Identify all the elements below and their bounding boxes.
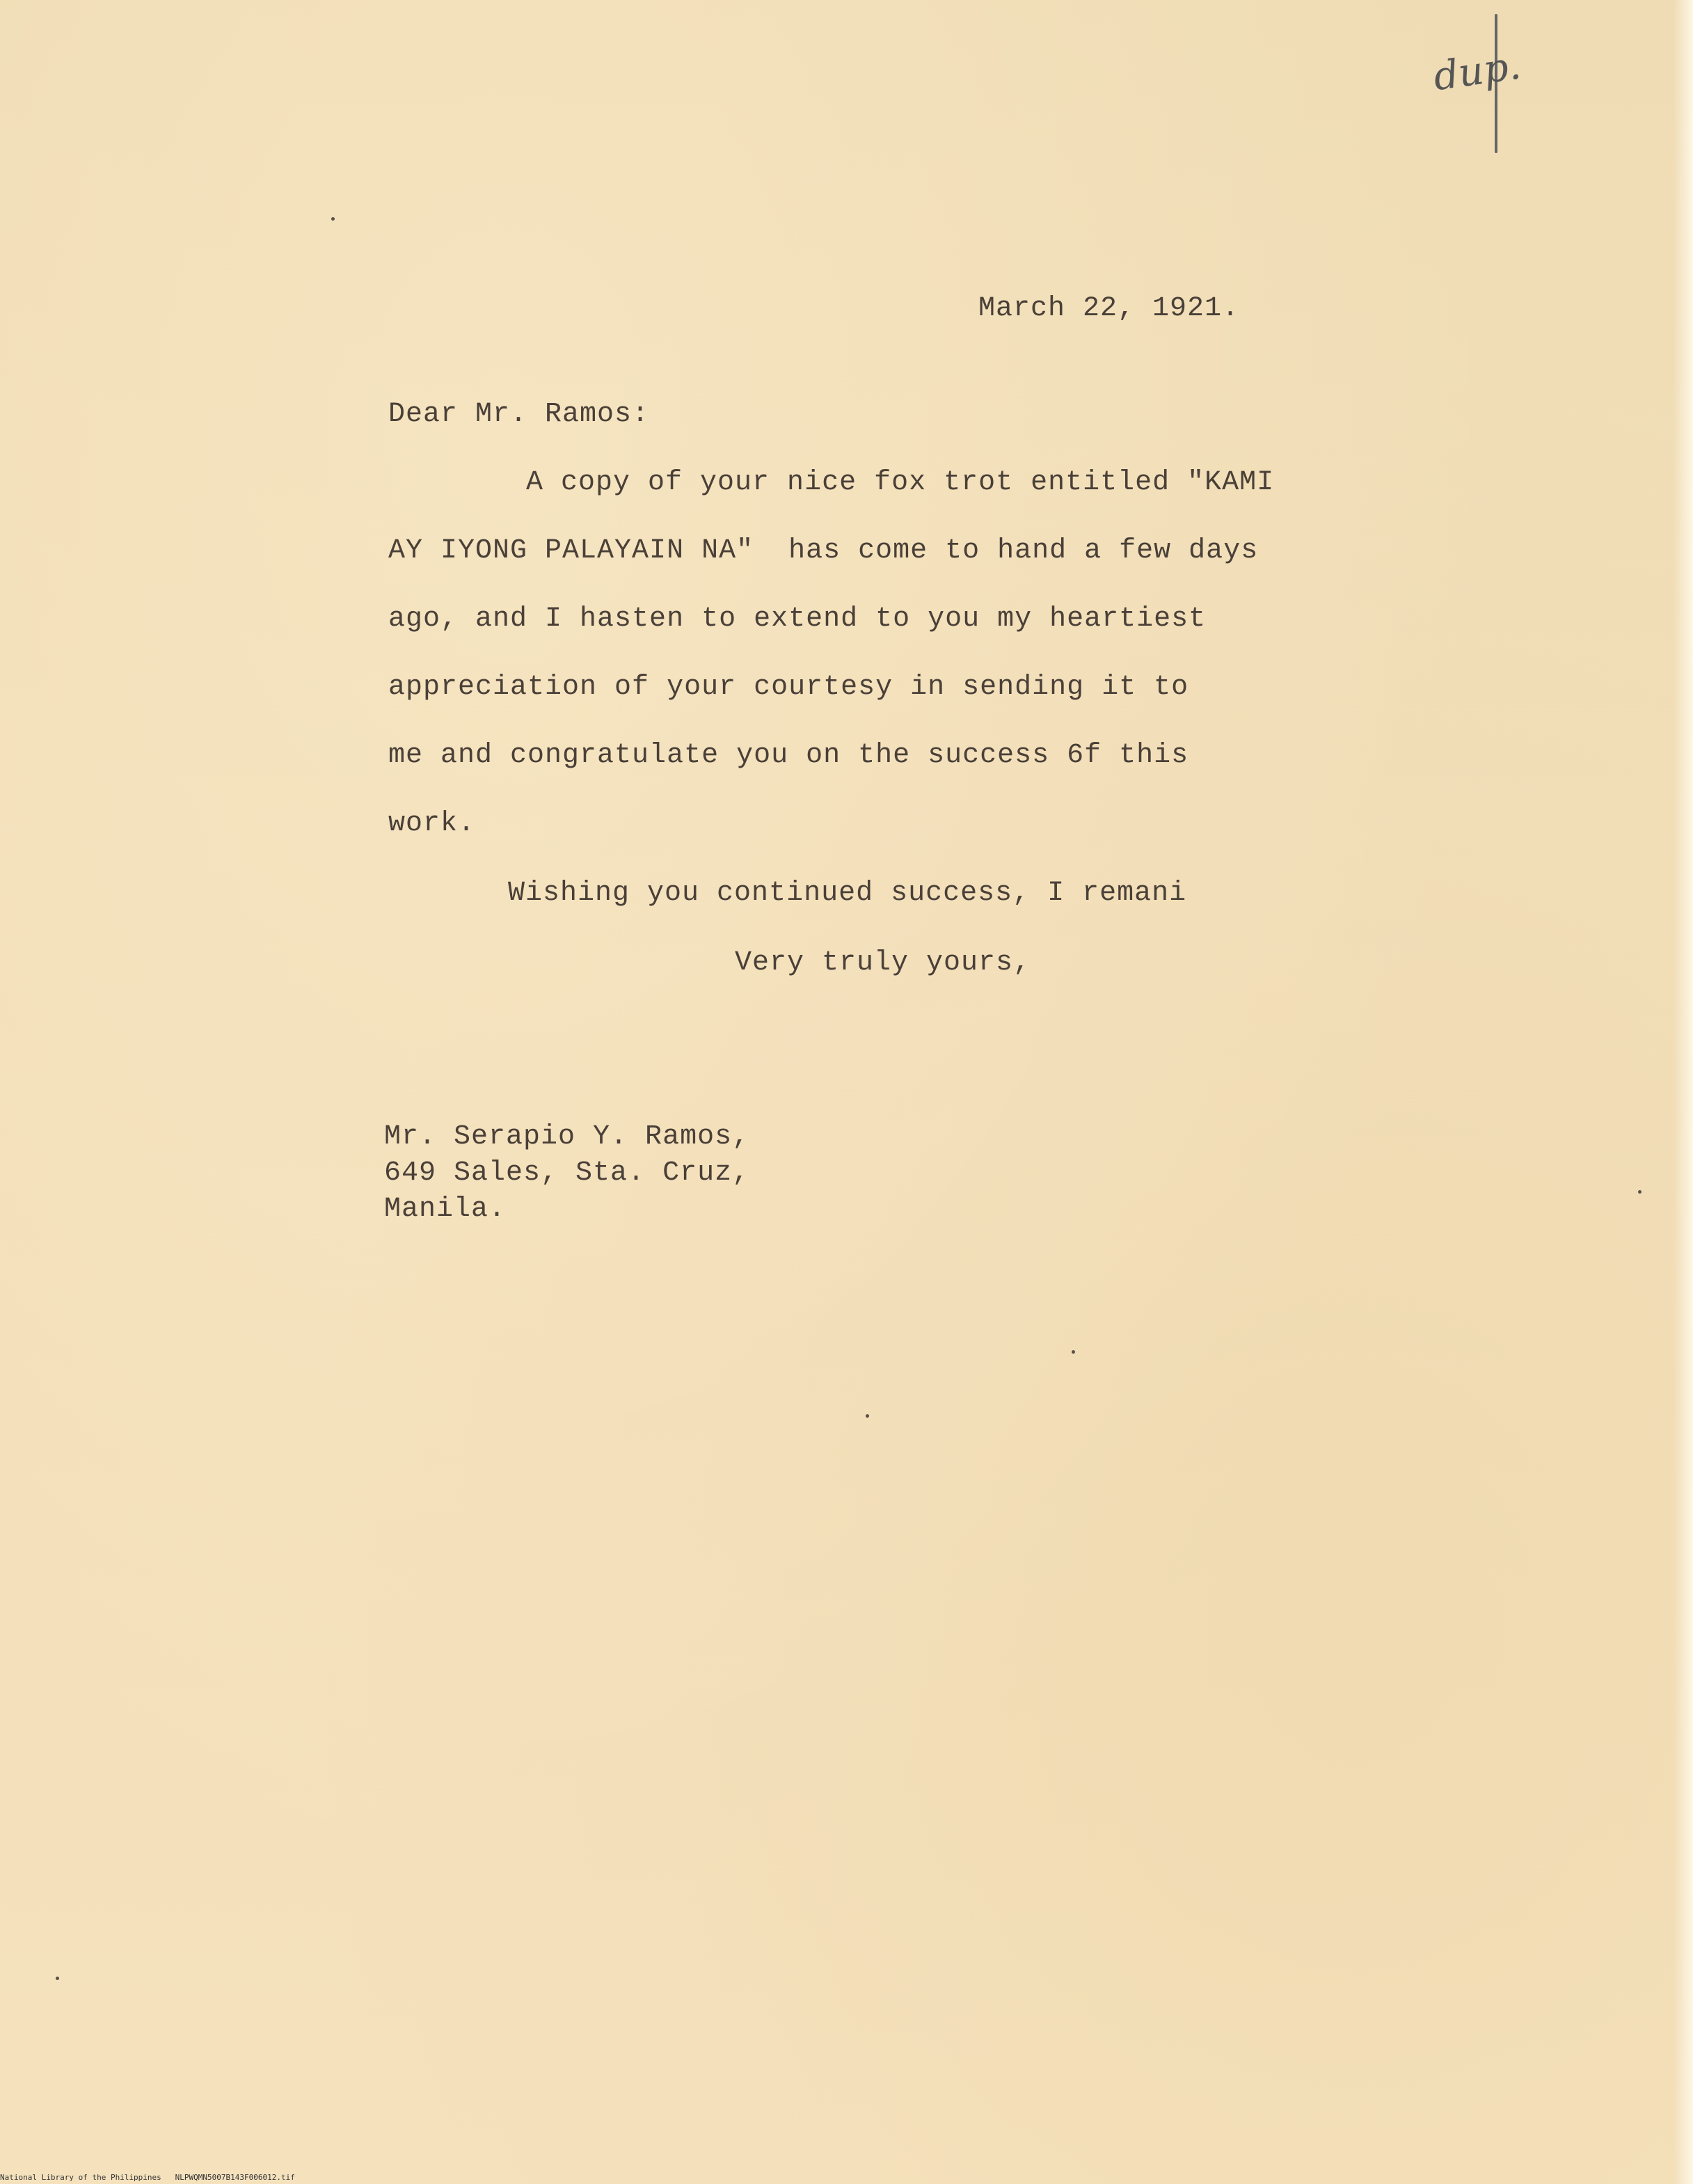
address-line: 649 Sales, Sta. Cruz,: [384, 1157, 750, 1189]
footer-library: National Library of the Philippines: [0, 2173, 161, 2182]
footer-file-id: NLPWQMN5007B143F006012.tif: [175, 2173, 295, 2182]
speck: [1072, 1350, 1075, 1354]
speck: [1638, 1190, 1642, 1194]
salutation: Dear Mr. Ramos:: [388, 399, 650, 430]
closing-line: Wishing you continued success, I remani: [508, 878, 1187, 909]
handwritten-annotation: dup.: [1431, 42, 1524, 100]
body-line: A copy of your nice fox trot entitled "KAMI: [526, 467, 1275, 498]
letter-date: March 22, 1921.: [978, 293, 1240, 324]
address-line: Manila.: [384, 1194, 507, 1225]
speck: [56, 1977, 59, 1980]
address-line: Mr. Serapio Y. Ramos,: [384, 1121, 750, 1153]
speck: [331, 217, 335, 221]
body-line: ago, and I hasten to extend to you my heartiest: [388, 603, 1207, 635]
body-line: work.: [388, 808, 476, 839]
speck: [866, 1414, 869, 1418]
body-line: me and congratulate you on the success 6f this: [388, 740, 1189, 771]
scan-footer: [0, 2173, 295, 2182]
body-line: AY IYONG PALAYAIN NA" has come to hand a few days: [388, 535, 1259, 567]
complimentary-close: Very truly yours,: [735, 947, 1031, 979]
page-edge: [1674, 0, 1693, 2184]
body-line: appreciation of your courtesy in sending it to: [388, 672, 1189, 703]
